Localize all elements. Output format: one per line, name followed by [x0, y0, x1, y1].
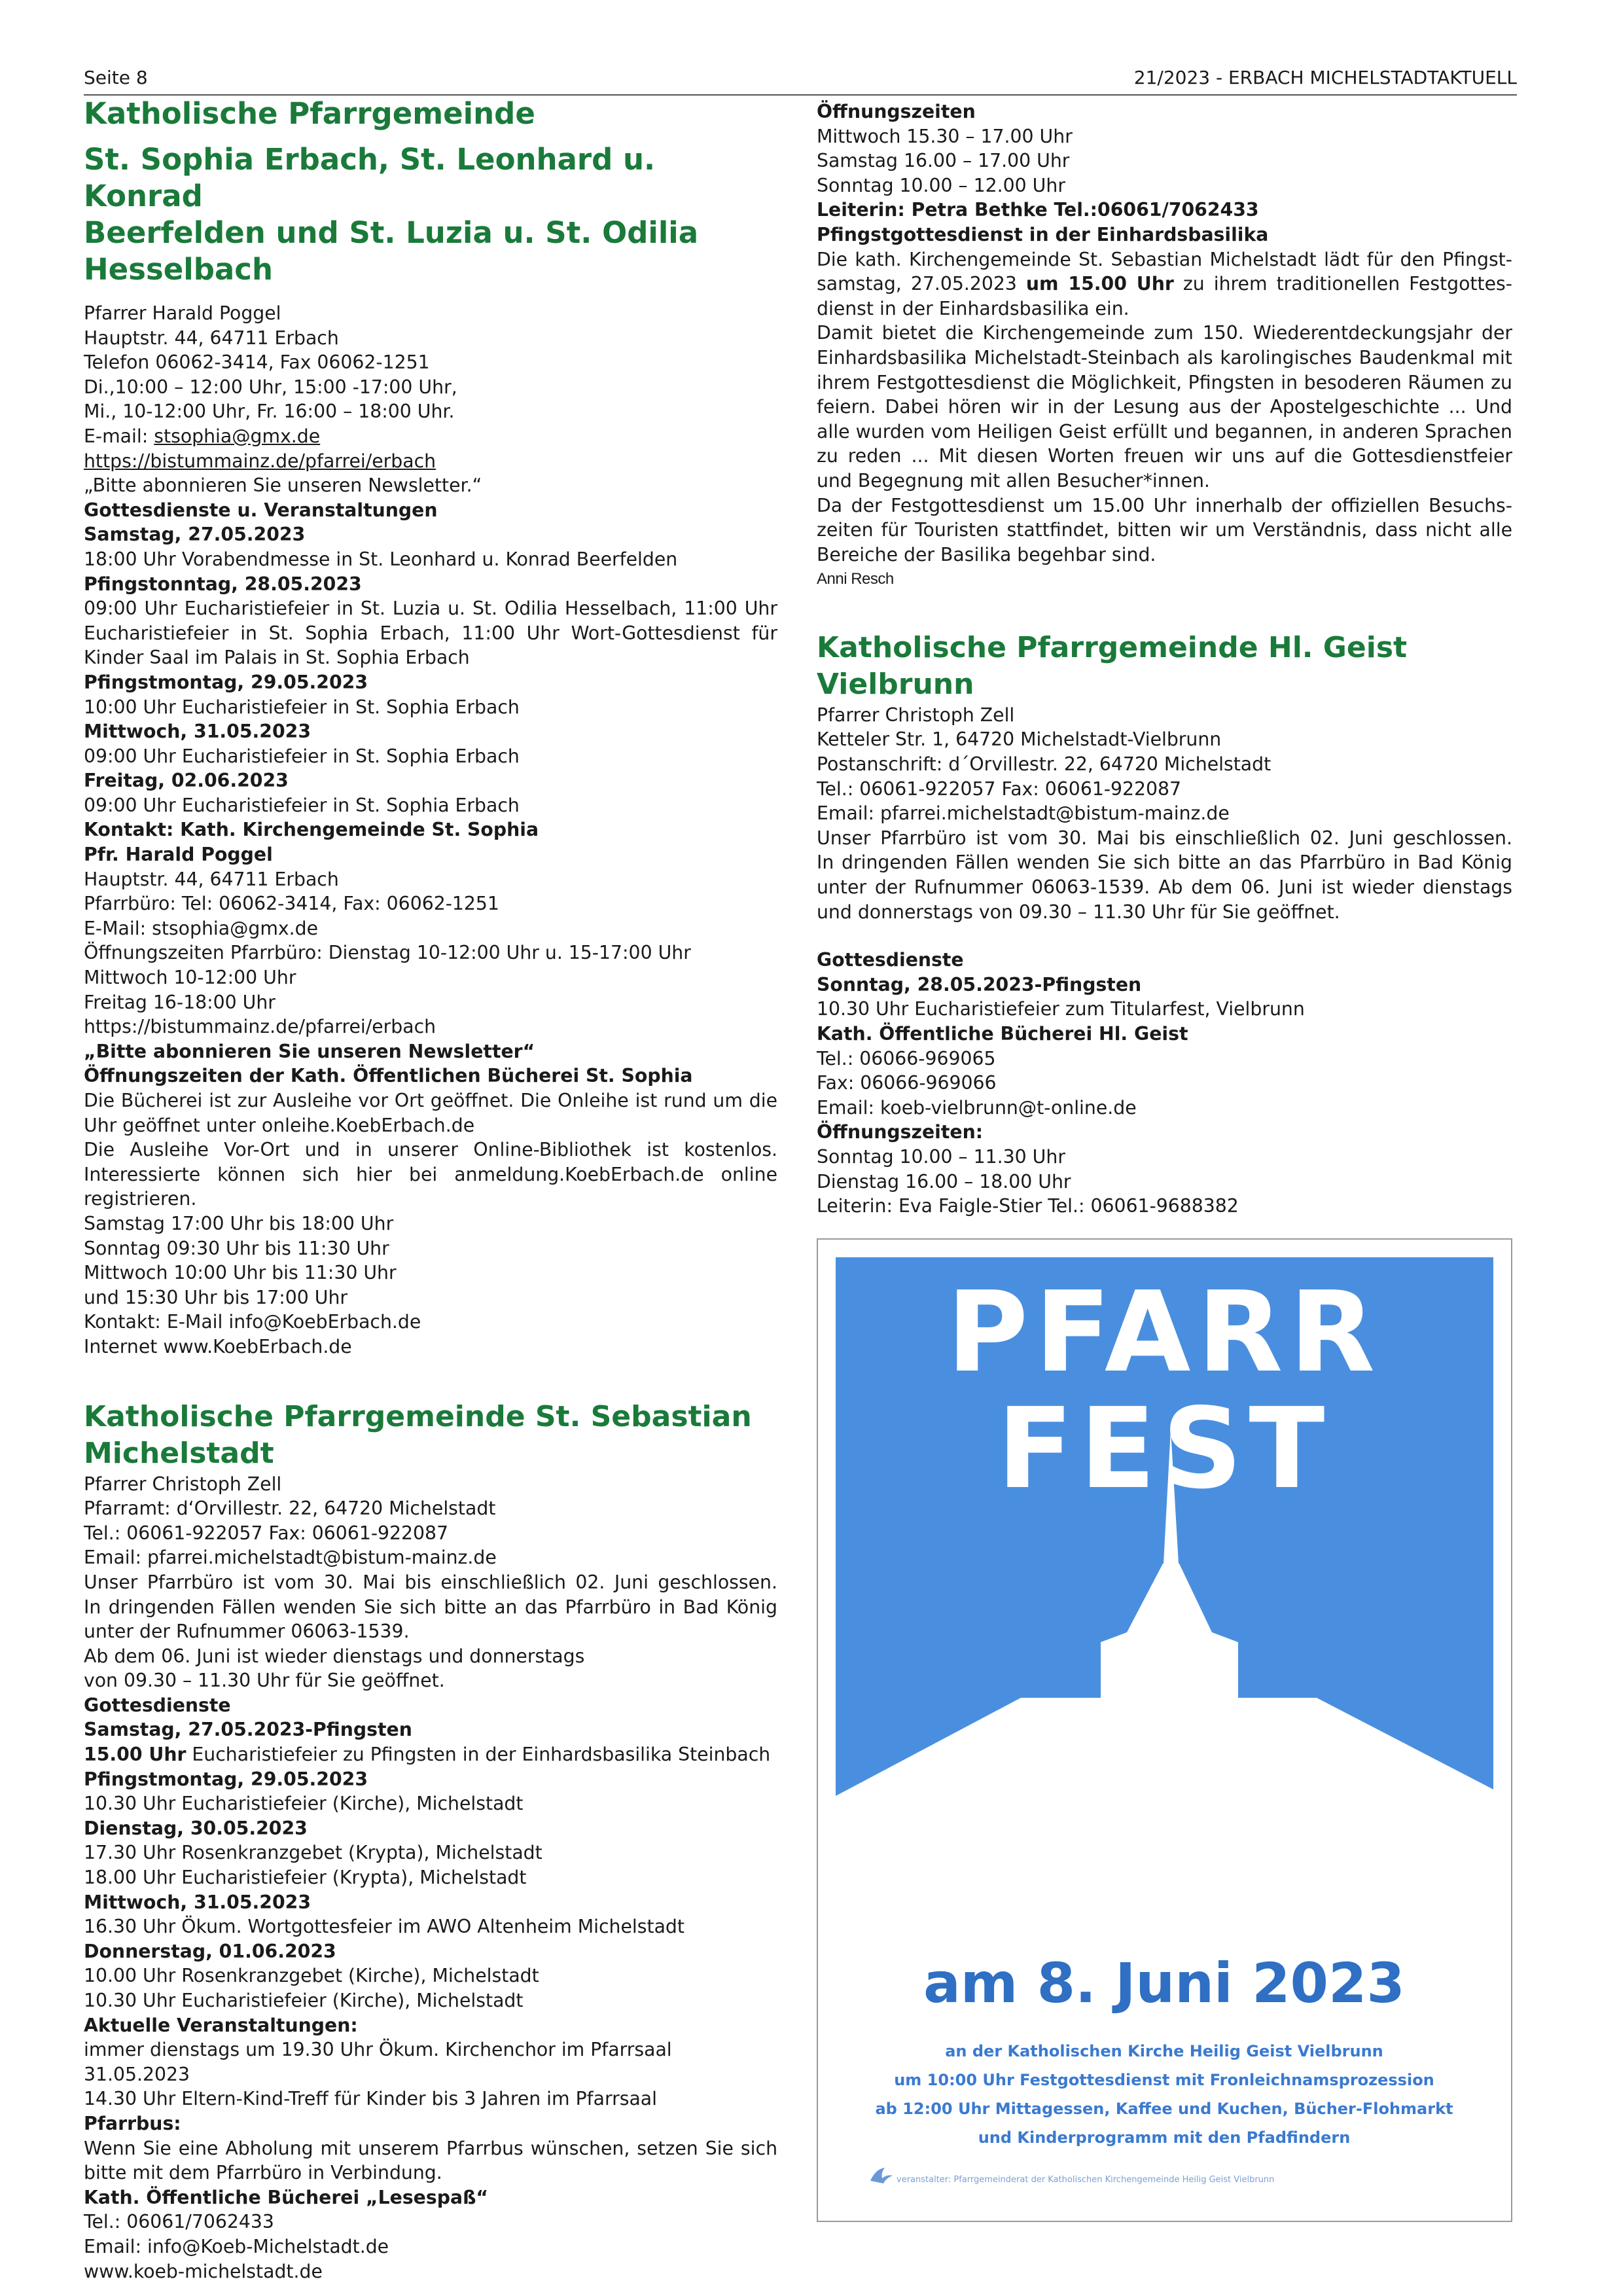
text-line: Sonntag 09:30 Uhr bis 11:30 Uhr [84, 1237, 389, 1259]
time-bold: 15.00 Uhr [84, 1744, 187, 1766]
poster-line: an der Katholischen Kirche Heilig Geist Vielbrunn [945, 2042, 1383, 2060]
text-line: Die Ausleihe Vor-Ort und in unserer Online-Bibliothek ist kostenlos. [84, 1139, 777, 1161]
text-line: Tel.: 06061-922057 Fax: 06061-922087 [817, 778, 1182, 800]
text-line: Eucharistiefeier in St. Sophia Erbach, 11:00 Uhr Wort-Gottesdienst für [84, 622, 777, 644]
website-link[interactable]: https://bistummainz.de/pfarrei/erbach [84, 450, 436, 472]
text-span: Eucharistiefeier zu Pfingsten in der Einhardsbasilika Steinbach [186, 1744, 771, 1766]
text-line: Mittwoch 10-12:00 Uhr [84, 967, 296, 989]
poster-word-pfarr: PFARR [946, 1268, 1382, 1397]
poster-date: am 8. Juni 2023 [923, 1951, 1405, 2015]
text-line: Freitag 16-18:00 Uhr [84, 991, 276, 1013]
text-line: Pfarrer Christoph Zell [817, 704, 1015, 726]
subheading: Gottesdienste [817, 949, 964, 971]
text-line: „Bitte abonnieren Sie unseren Newsletter.“ [84, 475, 482, 497]
section-title: Michelstadt [84, 1436, 274, 1470]
text-line: Email: pfarrei.michelstadt@bistum-mainz.de [817, 802, 1230, 825]
subheading: „Bitte abonnieren Sie unseren Newsletter“ [84, 1040, 535, 1062]
text-line: Bereiche der Basilika begehbar sind. [817, 543, 1156, 565]
text-line: 09:00 Uhr Eucharistiefeier in St. Sophia Erbach [84, 794, 520, 816]
text-line: E-Mail: stsophia@gmx.de [84, 917, 319, 939]
text-line: alle wurden vom Heiligen Geist erfüllt und begannen, in anderen Sprachen [817, 420, 1512, 442]
text-line: unter der Rufnummer 06063-1539. Ab dem 06. Juni ist wieder dienstags [817, 876, 1512, 899]
subheading: Gottesdienste [84, 1694, 231, 1716]
text-line: 10.30 Uhr Eucharistiefeier zum Titularfest, Vielbrunn [817, 998, 1305, 1020]
left-column [84, 96, 777, 2284]
issue-label: 21/2023 - ERBACH MICHELSTADTAKTUELL [1133, 67, 1517, 88]
subheading: Aktuelle Veranstaltungen: [84, 2014, 358, 2036]
text-line: 10:00 Uhr Eucharistiefeier in St. Sophia Erbach [84, 696, 520, 718]
text-line: Einhardsbasilika Michelstadt-Steinbach als karolingisches Baudenkmal mit [817, 346, 1512, 368]
text-span: zu ihrem traditionellen Festgottes- [1173, 273, 1512, 295]
section-title: Katholische Pfarrgemeinde Hl. Geist Vielbrunn [817, 630, 1408, 701]
section-title: Katholische Pfarrgemeinde St. Sebastian [84, 1399, 752, 1433]
text-line: Die Bücherei ist zur Ausleihe vor Ort geöffnet. Die Onleihe ist rund um die [84, 1090, 777, 1111]
date-heading: Pfingstonntag, 28.05.2023 [84, 573, 362, 595]
text-line: zu reden ... Mit diesen Worten freuen wir uns auf die Gottesdienstfeier [817, 445, 1512, 467]
text-line: 18.00 Uhr Eucharistiefeier (Krypta), Michelstadt [84, 1867, 527, 1889]
text-line: feiern. Dabei hören wir in der Lesung aus der Apostelgeschichte ... Und [817, 396, 1512, 418]
text-line: Email: pfarrei.michelstadt@bistum-mainz.de [84, 1547, 497, 1569]
text-line: 10.30 Uhr Eucharistiefeier (Kirche), Michelstadt [84, 1793, 524, 1815]
subheading: Pfarrbus: [84, 2112, 181, 2134]
text-line: Email: info@Koeb-Michelstadt.de [84, 2235, 389, 2257]
text-line: immer dienstags um 19.30 Uhr Ökum. Kirchenchor im Pfarrsaal [84, 2039, 672, 2061]
text-line: Telefon 06062-3414, Fax 06062-1251 [84, 351, 430, 374]
subheading: Kath. Öffentliche Bücherei Hl. Geist [817, 1023, 1188, 1045]
poster-line: und Kinderprogramm mit den Pfadfindern [978, 2128, 1351, 2147]
text-line: 17.30 Uhr Rosenkranzgebet (Krypta), Michelstadt [84, 1842, 542, 1864]
text-line: Unser Pfarrbüro ist vom 30. Mai bis einschließlich 02. Juni geschlossen. [84, 1571, 777, 1593]
text-line: Unser Pfarrbüro ist vom 30. Mai bis einschließlich 02. Juni geschlossen. [817, 827, 1512, 849]
text-line: Postanschrift: d´Orvillestr. 22, 64720 Michelstadt [817, 753, 1271, 776]
text-line: registrieren. [84, 1188, 197, 1210]
subheading: Pfr. Harald Poggel [84, 844, 273, 866]
text-line: Kontakt: E-Mail info@KoebErbach.de [84, 1311, 421, 1333]
email-line [84, 424, 777, 449]
text-line: bitte mit dem Pfarrbüro in Verbindung. [84, 2162, 442, 2184]
poster-footer: veranstalter: Pfarrgemeinderat der Katholischen Kirchengemeinde Heilig Geist Vielbrunn [897, 2175, 1275, 2185]
text-line: Damit bietet die Kirchengemeinde zum 150. Wiederentdeckungsjahr der [817, 322, 1512, 344]
text-line: und donnerstags von 09.30 – 11.30 Uhr für Sie geöffnet. [817, 901, 1340, 923]
text-line: Pfarrbüro: Tel: 06062-3414, Fax: 06062-1251 [84, 893, 499, 915]
date-heading: Mittwoch, 31.05.2023 [84, 721, 311, 743]
section-title: St. Sophia Erbach, St. Leonhard u. Konrad [84, 142, 656, 213]
text-line: zeiten für Touristen stattfindet, bitten wir um Verständnis, dass nicht alle [817, 519, 1512, 541]
text-line: 10.30 Uhr Eucharistiefeier (Kirche), Michelstadt [84, 1990, 524, 2011]
subheading: Pfingstgottesdienst in der Einhardsbasilika [817, 223, 1269, 245]
text-line: Samstag 17:00 Uhr bis 18:00 Uhr [84, 1212, 394, 1234]
text-line: unter der Rufnummer 06063-1539. [84, 1621, 410, 1643]
subheading: Öffnungszeiten [817, 101, 976, 122]
text-line: Mittwoch 10:00 Uhr bis 11:30 Uhr [84, 1262, 397, 1284]
text-line: Sonntag 10.00 – 12.00 Uhr [817, 174, 1065, 196]
text-line [84, 1742, 777, 1767]
text-span: samstag, 27.05.2023 [817, 273, 1026, 295]
date-heading: Samstag, 27.05.2023 [84, 524, 306, 546]
text-line: 14.30 Uhr Eltern-Kind-Treff für Kinder bis 3 Jahren im Pfarrsaal [84, 2088, 658, 2110]
text-line: Pfarramt: d‘Orvillestr. 22, 64720 Michelstadt [84, 1498, 496, 1520]
text-line: Ab dem 06. Juni ist wieder dienstags und donnerstags [84, 1645, 585, 1667]
author-signature: Anni Resch [817, 570, 894, 588]
text-line: Pfarrer Christoph Zell [84, 1473, 282, 1495]
text-line: und Begegnung mit allen Besucher*innen. [817, 469, 1210, 492]
text-line: Interessierte können sich hier bei anmeldung.KoebErbach.de online [84, 1163, 777, 1185]
text-line: Tel.: 06066-969065 [817, 1047, 996, 1069]
subheading: Kath. Öffentliche Bücherei „Lesespaß“ [84, 2186, 489, 2208]
text-line: Tel.: 06061/7062433 [84, 2211, 274, 2233]
text-line: dienst in der Einhardsbasilika ein. [817, 297, 1129, 319]
text-line [817, 272, 1512, 296]
poster-word-fest: FEST [997, 1384, 1332, 1514]
text-line: https://bistummainz.de/pfarrei/erbach [84, 1016, 436, 1038]
email-link[interactable]: stsophia@gmx.de [154, 425, 321, 447]
poster-line: ab 12:00 Uhr Mittagessen, Kaffee und Kuchen, Bücher-Flohmarkt [875, 2100, 1453, 2118]
date-heading: Samstag, 27.05.2023-Pfingsten [84, 1719, 412, 1741]
text-line: Leiterin: Eva Faigle-Stier Tel.: 06061-9688382 [817, 1195, 1239, 1217]
text-line: Öffnungszeiten Pfarrbüro: Dienstag 10-12:00 Uhr u. 15-17:00 Uhr [84, 942, 691, 964]
subheading: Leiterin: Petra Bethke Tel.:06061/7062433 [817, 199, 1259, 221]
text-line: 18:00 Uhr Vorabendmesse in St. Leonhard u. Konrad Beerfelden [84, 548, 678, 570]
text-line: 10.00 Uhr Rosenkranzgebet (Kirche), Michelstadt [84, 1965, 539, 1987]
poster-line: um 10:00 Uhr Festgottesdienst mit Fronleichnamsprozession [894, 2071, 1434, 2089]
text-line: Kinder Saal im Palais in St. Sophia Erbach [84, 647, 470, 669]
text-line: Samstag 16.00 – 17.00 Uhr [817, 150, 1070, 172]
date-heading: Pfingstmontag, 29.05.2023 [84, 1768, 368, 1790]
text-line: In dringenden Fällen wenden Sie sich bitte an das Pfarrbüro in Bad König [84, 1596, 777, 1618]
text-line: 09:00 Uhr Eucharistiefeier in St. Sophia Erbach [84, 745, 520, 767]
date-heading: Donnerstag, 01.06.2023 [84, 1940, 336, 1962]
subheading: Kontakt: Kath. Kirchengemeinde St. Sophia [84, 819, 539, 841]
text-line: Ketteler Str. 1, 64720 Michelstadt-Vielbrunn [817, 728, 1222, 751]
pfarrfest-poster [817, 1238, 1512, 2222]
text-line: www.koeb-michelstadt.de [84, 2260, 323, 2282]
text-line: Da der Festgottesdienst um 15.00 Uhr innerhalb der offiziellen Besuchs- [817, 494, 1512, 516]
text-line: von 09.30 – 11.30 Uhr für Sie geöffnet. [84, 1670, 445, 1692]
text-line: 09:00 Uhr Eucharistiefeier in St. Luzia u. St. Odilia Hesselbach, 11:00 Uhr [84, 598, 777, 620]
subheading: Öffnungszeiten: [817, 1121, 984, 1143]
text-line: In dringenden Fällen wenden Sie sich bitte an das Pfarrbüro in Bad König [817, 852, 1512, 874]
text-line: 31.05.2023 [84, 2063, 190, 2085]
subheading: Öffnungszeiten der Kath. Öffentlichen Bücherei St. Sophia [84, 1065, 693, 1087]
text-line: Internet www.KoebErbach.de [84, 1335, 352, 1357]
text-line: Di.,10:00 – 12:00 Uhr, 15:00 -17:00 Uhr, [84, 376, 457, 398]
text-line: 16.30 Uhr Ökum. Wortgottesfeier im AWO Altenheim Michelstadt [84, 1916, 684, 1938]
subheading: Gottesdienste u. Veranstaltungen [84, 499, 438, 521]
text-line: Email: koeb-vielbrunn@t-online.de [817, 1096, 1137, 1119]
date-heading: Freitag, 02.06.2023 [84, 770, 289, 792]
text-line: Mi., 10-12:00 Uhr, Fr. 16:00 – 18:00 Uhr. [84, 401, 455, 423]
poster-artwork [818, 1240, 1511, 2221]
text-line: Die kath. Kirchengemeinde St. Sebastian Michelstadt lädt für den Pfingst- [817, 248, 1512, 270]
text-line: Pfarrer Harald Poggel [84, 302, 281, 324]
text-line: Tel.: 06061-922057 Fax: 06061-922087 [84, 1522, 449, 1544]
text-line: Hauptstr. 44, 64711 Erbach [84, 327, 339, 349]
text-line: ihrem Festgottesdienst die Möglichkeit, Pfingsten in besoderen Räumen zu [817, 371, 1512, 393]
text-line: Hauptstr. 44, 64711 Erbach [84, 868, 339, 890]
page-number: Seite 8 [84, 67, 148, 88]
text-line: Fax: 06066-969066 [817, 1072, 997, 1094]
text-line: Dienstag 16.00 – 18.00 Uhr [817, 1170, 1071, 1193]
text-line: Sonntag 10.00 – 11.30 Uhr [817, 1145, 1065, 1168]
right-column [817, 99, 1512, 1219]
page-header [84, 63, 1517, 96]
section-title: Katholische Pfarrgemeinde [84, 96, 535, 131]
time-bold: um 15.00 Uhr [1025, 273, 1174, 295]
text-line: Uhr geöffnet unter onleihe.KoebErbach.de [84, 1114, 475, 1136]
date-heading: Mittwoch, 31.05.2023 [84, 1891, 311, 1913]
date-heading: Pfingstmontag, 29.05.2023 [84, 671, 368, 693]
text-line: Mittwoch 15.30 – 17.00 Uhr [817, 125, 1073, 147]
date-heading: Dienstag, 30.05.2023 [84, 1817, 308, 1839]
email-label: E-mail: [84, 425, 154, 447]
text-line: Wenn Sie eine Abholung mit unserem Pfarrbus wünschen, setzen Sie sich [84, 2137, 777, 2159]
date-heading: Sonntag, 28.05.2023-Pfingsten [817, 973, 1142, 996]
text-line: und 15:30 Uhr bis 17:00 Uhr [84, 1286, 348, 1308]
section-title: Beerfelden und St. Luzia u. St. Odilia Hesselbach [84, 215, 699, 287]
